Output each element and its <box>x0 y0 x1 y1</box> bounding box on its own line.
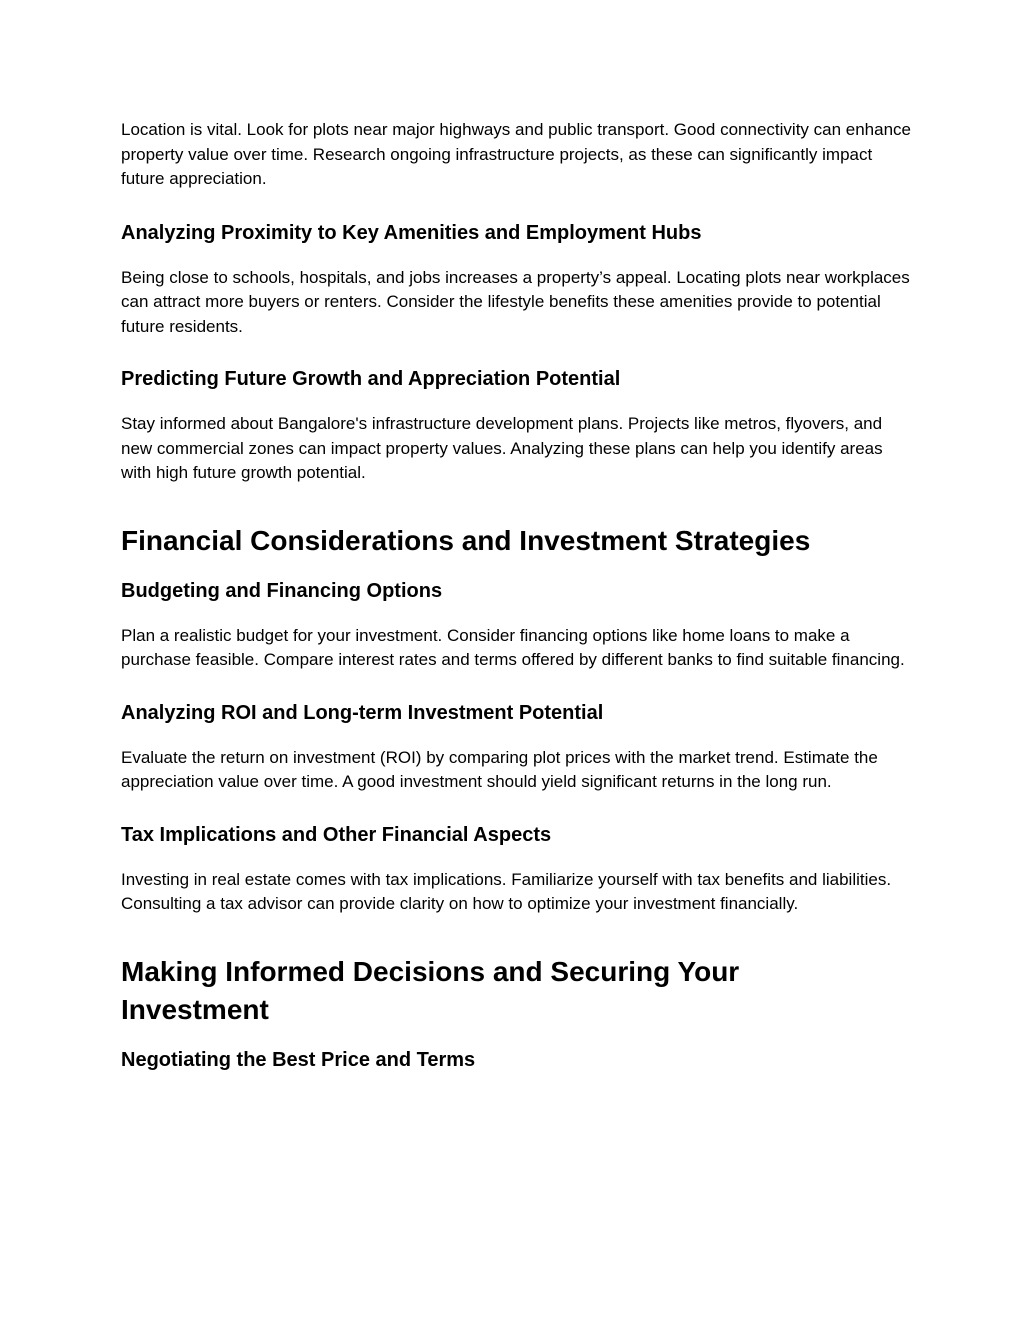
subheading-tax-implications: Tax Implications and Other Financial Aspects <box>121 823 552 846</box>
paragraph-location: Location is vital. Look for plots near major highways and public transport. Good connectivity can enhance property value over time. Research ongoing infrastructure projects, as these can significantly impact future appreciation. <box>121 120 912 188</box>
subheading-future-growth: Predicting Future Growth and Appreciation Potential <box>121 368 621 390</box>
paragraph-roi-potential: Evaluate the return on investment (ROI) by comparing plot prices with the market trend. Estimate the appreciation value over time. A good investment should yield significant returns in the long run. <box>121 747 878 791</box>
document-page <box>121 118 911 1073</box>
paragraph-proximity-amenities: Being close to schools, hospitals, and jobs increases a property’s appeal. Locating plots near workplaces can attract more buyers or renters. Consider the lifestyle benefits these amenities provide to potential future residents. <box>121 267 910 336</box>
paragraph-budgeting-financing: Plan a realistic budget for your investment. Consider financing options like home loans to make a purchase feasible. Compare interest rates and terms offered by different banks to find suitable financing. <box>121 625 905 669</box>
paragraph-future-growth: Stay informed about Bangalore's infrastructure development plans. Projects like metros, flyovers, and new commercial zones can impact property values. Analyzing these plans can help you identify areas with high future growth potential. <box>121 414 883 482</box>
subheading-budgeting-financing: Budgeting and Financing Options <box>121 579 443 602</box>
paragraph-tax-implications: Investing in real estate comes with tax implications. Familiarize yourself with tax benefits and liabilities. Consulting a tax advisor can provide clarity on how to optimize your investment financially. <box>121 869 892 913</box>
subheading-negotiating-price: Negotiating the Best Price and Terms <box>121 1048 476 1071</box>
heading-financial-considerations: Financial Considerations and Investment Strategies <box>121 524 811 556</box>
subheading-roi-potential: Analyzing ROI and Long-term Investment Potential <box>121 701 604 724</box>
subheading-proximity-amenities: Analyzing Proximity to Key Amenities and Employment Hubs <box>121 221 702 244</box>
heading-informed-decisions: Making Informed Decisions and Securing Your Investment <box>121 955 740 1025</box>
